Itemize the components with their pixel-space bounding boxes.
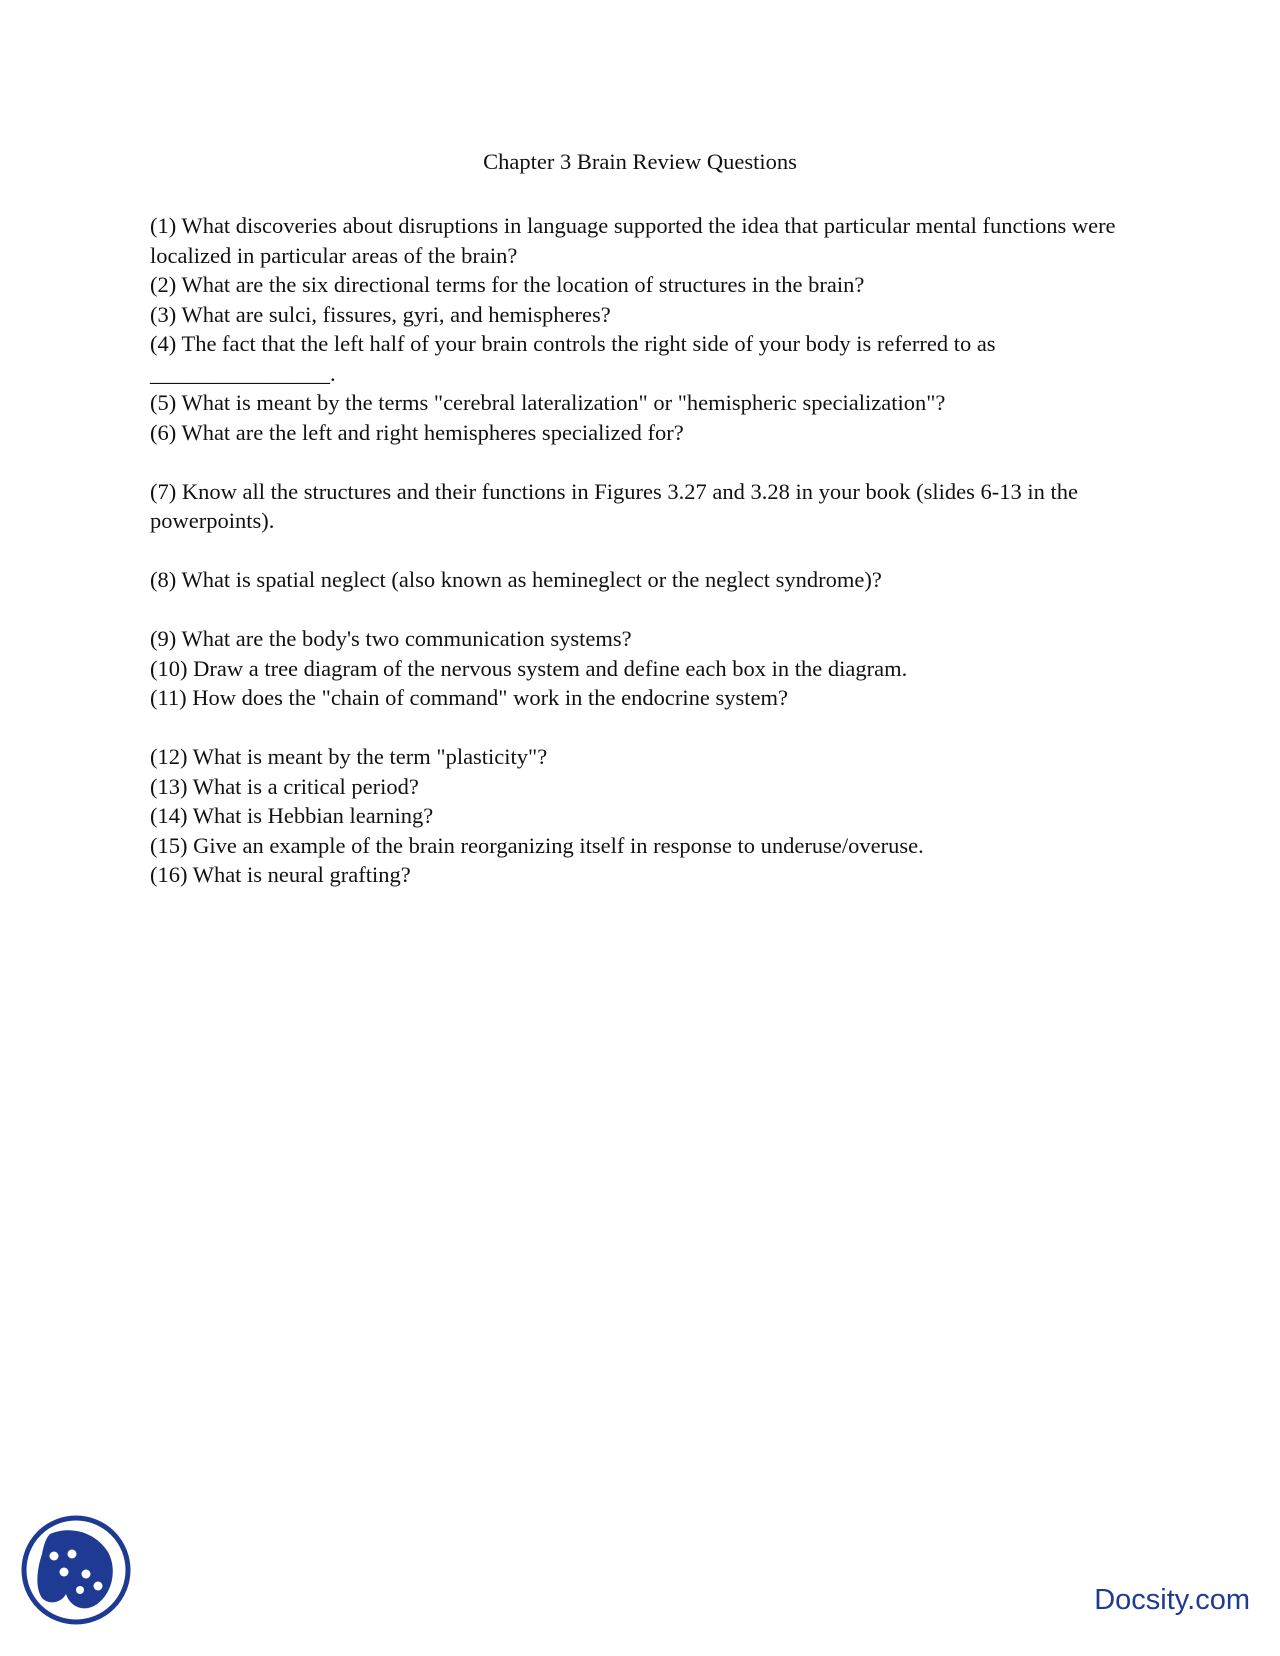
docsity-logo-icon[interactable] xyxy=(20,1514,132,1626)
question-16: (16) What is neural grafting? xyxy=(150,862,411,887)
question-14: (14) What is Hebbian learning? xyxy=(150,803,434,828)
question-list xyxy=(150,211,1135,890)
question-6: (6) What are the left and right hemispheres specialized for? xyxy=(150,419,684,445)
question-8: (8) What is spatial neglect (also known as hemineglect or the neglect syndrome)? xyxy=(150,567,882,592)
question-9: (9) What are the body's two communication systems? xyxy=(150,626,632,651)
question-13: (13) What is a critical period? xyxy=(150,773,419,799)
question-3: (3) What are sulci, fissures, gyri, and hemispheres? xyxy=(150,301,611,327)
question-10: (10) Draw a tree diagram of the nervous system and define each box in the diagram. xyxy=(150,655,908,681)
question-2: (2) What are the six directional terms for the location of structures in the brain? xyxy=(150,272,865,297)
page-title: Chapter 3 Brain Review Questions xyxy=(483,149,797,174)
docsity-brand-link[interactable]: Docsity.com xyxy=(1094,1584,1250,1616)
question-4: (4) The fact that the left half of your brain controls the right side of your body is referred to as ________________. xyxy=(150,331,996,386)
question-15: (15) Give an example of the brain reorganizing itself in response to underuse/overuse. xyxy=(150,832,924,858)
question-7: (7) Know all the structures and their functions in Figures 3.27 and 3.28 in your book (slides 6-13 in the powerpoints). xyxy=(150,478,1078,533)
question-5: (5) What is meant by the terms "cerebral lateralization" or "hemispheric specialization"? xyxy=(150,390,946,415)
question-11: (11) How does the "chain of command" work in the endocrine system? xyxy=(150,685,788,710)
question-12: (12) What is meant by the term "plasticity"? xyxy=(150,744,548,769)
question-1: (1) What discoveries about disruptions in language supported the idea that particular mental functions were localized in particular areas of the brain? xyxy=(150,213,1116,268)
